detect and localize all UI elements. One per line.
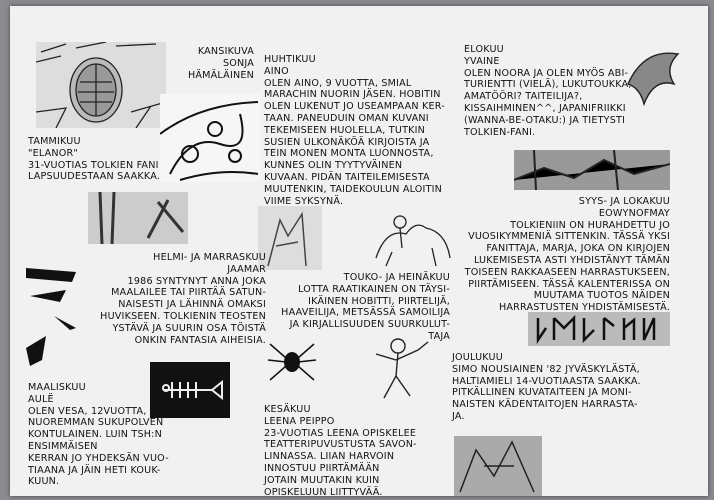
month-title: KESÄKUU <box>264 404 311 415</box>
month-kesa <box>264 404 454 496</box>
wolf-drawing <box>258 206 322 270</box>
month-title: JOULUKUU <box>452 352 503 363</box>
month-title: TAMMIKUU <box>28 136 81 147</box>
month-syys <box>454 196 670 314</box>
month-title: HELMI- JA MARRASKUU <box>153 252 266 263</box>
artist-bio: 31-VUOTIAS TOLKIEN FANI LAPSUUDESTAAN SAAKKA. <box>28 159 161 183</box>
artist-bio: OLEN VESA, 12VUOTTA, NUOREMMAN SUKUPOLVEN KONTULAINEN. LUIN TSH:N ENSIMMÄISEN KERRAN JO YHDEKSÄN VUO- TIAANA JA JÄIN HETI KOUK- KUUN. <box>28 405 169 488</box>
artist-bio: SIMO NOUSIAINEN '82 JYVÄSKYLÄSTÄ, HALTIAMIELI 14-VUOTIAASTA SAAKKA. PITKÄLLINEN KUVATAITEEN JA MONI- NAISTEN KÄDENTAITOJEN HARRASTA- JA. <box>452 363 641 422</box>
month-joulu <box>452 352 668 423</box>
artist-name: AULË <box>28 393 54 405</box>
horse-rider-drawing <box>366 208 456 268</box>
month-title: SYYS- JA LOKAKUU <box>578 196 670 207</box>
artist-name: JAAMAR <box>227 263 266 275</box>
month-maalis <box>28 382 178 488</box>
calendar-page <box>10 6 708 496</box>
month-huhti <box>264 54 460 207</box>
artist-name: EOWYNOFMAY <box>598 207 670 219</box>
hobbit-runner-drawing <box>362 334 438 404</box>
month-helmi <box>70 252 266 346</box>
landscape-drawing <box>514 150 670 190</box>
month-tammikuu <box>28 136 188 183</box>
month-title: TOUKO- JA HEINÄKUU <box>343 272 450 283</box>
artist-bio: OLEN AINO, 9 VUOTTA, SMIAL MARACHIN NUORIN JÄSEN. HOBITIN OLEN LUKENUT JO USEAMPAAN KER- TAAN. PANEUDUIN OMAN KUVANI TEKEMISEEN HUOLELLA, TUTKIN SUSIEN ULKONÄKÖÄ KIRJOISTA JA TEIN MONEN MONTA LUONNOSTA, KUNNES OLIN TYYTYVÄINEN KUVAAN. PIDÄN TAITEILEMISESTA MUUTENKIN, TAIDEKOULUN ALOITIN VIIME SYKSYNÄ. <box>264 77 445 207</box>
artist-name: YVAINE <box>464 55 500 67</box>
month-title: ELOKUU <box>464 44 504 55</box>
artist-bio: OLEN NOORA JA OLEN MYÖS ABI- TURIENTTI (VIELÄ), LUKUTOUKKA, AMATÖÖRI? TAITEILIJA?, KISSAIHMINEN^^, JAPANIFRIIKKI (WANNA-BE-OTAKU:) JA TIETYSTI TOLKIEN-FANI. <box>464 67 632 138</box>
month-title: HUHTIKUU <box>264 54 316 65</box>
cover-credit <box>170 46 254 81</box>
hobbit-door-drawing <box>36 42 166 128</box>
forest-drawing <box>88 192 188 244</box>
artist-bio: TOLKIENIIN ON HURAHDETTU JO VUOSIKYMMENIÄ SITTENKIN. TÄSSÄ YKSI FANITTAJA, MARJA, JOKA ON KIRJOJEN LUKEMISESTA ASTI YHDISTÄNYT TÄMÄN TOISEEN RAKKAASEEN HARRASTUKSEEN, PIIRTÄMISEEN. TÄSSÄ KALENTERISSA ON MUUTAMA TUOTOS NÄIDEN HARRASTUSTEN YHDISTÄMISESTÄ. <box>464 219 670 314</box>
month-elo <box>464 44 640 138</box>
cover-title: KANSIKUVA <box>197 46 254 57</box>
cover-author: SONJA HÄMÄLÄINEN <box>188 57 254 81</box>
artist-bio: 23-VUOTIAS LEENA OPISKELEE TEATTERIPUVUSTUSTA SAVON- LINNASSA. LIIAN HARVOIN INNOSTUU PIIRTÄMÄÄN JOTAIN MUUTAKIN KUIN OPISKELUUN LIITTYVÄÄ. <box>264 427 417 496</box>
artist-name: "ELANOR" <box>28 147 79 159</box>
artist-name: LEENA PEIPPO <box>264 415 335 427</box>
artist-bio: LOTTA RAATIKAINEN ON TÄYSI- IKÄINEN HOBITTI, PIIRTELIJÄ, HAAVEILIJA, METSÄSSÄ SAMOILIJA JA KIRJALLISUUDEN SUURKULUT- TAJA <box>281 283 450 342</box>
artist-name: AINO <box>264 65 289 77</box>
joulukuu-drawing <box>454 436 542 496</box>
month-touko <box>260 272 450 343</box>
month-title: MAALISKUU <box>28 382 86 393</box>
runes-drawing <box>528 312 670 346</box>
artist-bio: 1986 SYNTYNYT ANNA JOKA MAALAILEE TAI PIIRTÄÄ SATUN- NAISESTI JA LÄHINNÄ OMAKSI HUVIKSEEN. TOLKIENIN TEOSTEN YSTÄVÄ JA SUURIN OSA TÖISTÄ ONKIN FANTASIA AIHEISIA. <box>100 275 266 346</box>
